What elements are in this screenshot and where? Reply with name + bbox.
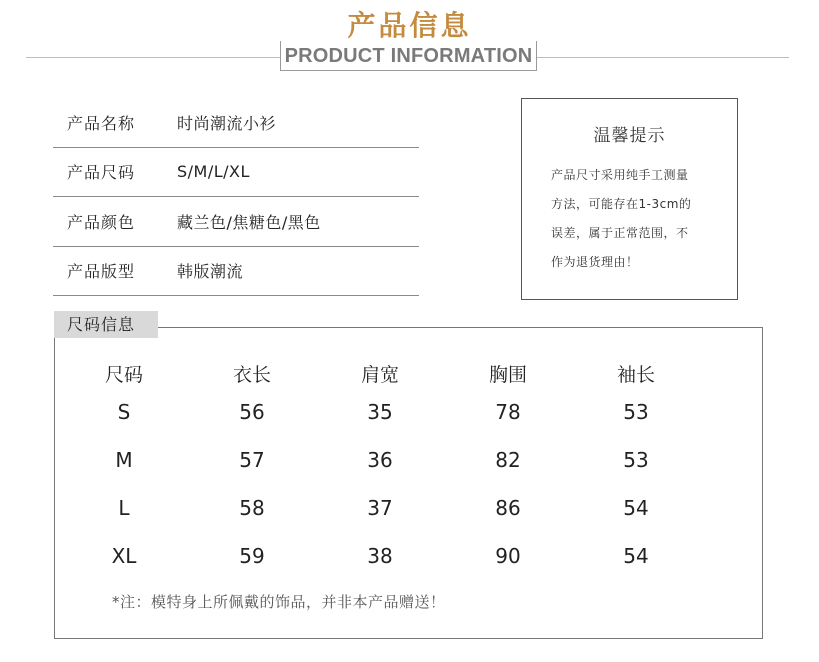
tip-line: 方法，可能存在1-3cm的 <box>551 197 692 211</box>
size-table-header <box>60 358 700 388</box>
tip-line: 产品尺寸采用纯手工测量 <box>551 168 689 182</box>
table-cell: 58 <box>239 496 265 520</box>
info-value: S/M/L/XL <box>177 162 250 182</box>
product-info-table <box>53 98 419 296</box>
table-cell: S <box>117 400 131 424</box>
table-cell: 82 <box>495 448 521 472</box>
table-cell: 86 <box>495 496 521 520</box>
info-row-fit <box>53 247 419 297</box>
table-row <box>60 388 700 436</box>
column-header: 衣长 <box>232 363 271 386</box>
column-header: 肩宽 <box>360 363 399 386</box>
page-title: 产品信息 <box>347 9 472 42</box>
table-cell: 56 <box>239 400 265 424</box>
header-divider-left <box>26 57 280 58</box>
info-row-color <box>53 197 419 247</box>
size-info-tag: 尺码信息 <box>54 311 158 338</box>
table-cell: 53 <box>623 448 649 472</box>
tip-line: 误差，属于正常范围，不 <box>551 226 689 240</box>
tip-line: 作为退货理由！ <box>551 255 639 269</box>
tip-box <box>521 98 738 300</box>
info-label: 产品名称 <box>67 113 136 133</box>
table-cell: 54 <box>623 544 649 568</box>
table-cell: 36 <box>367 448 393 472</box>
table-cell: XL <box>111 544 137 568</box>
table-cell: 38 <box>367 544 393 568</box>
info-row-name <box>53 98 419 148</box>
table-cell: 57 <box>239 448 265 472</box>
info-row-size <box>53 148 419 198</box>
info-value: 时尚潮流小衫 <box>177 113 277 133</box>
tip-title: 温馨提示 <box>593 126 666 146</box>
column-header: 尺码 <box>104 363 143 386</box>
table-cell: L <box>118 496 130 520</box>
table-cell: 90 <box>495 544 521 568</box>
info-label: 产品版型 <box>67 262 136 282</box>
tip-text <box>551 161 721 277</box>
size-table <box>60 358 700 580</box>
table-cell: 37 <box>367 496 393 520</box>
table-row <box>60 532 700 580</box>
table-cell: 54 <box>623 496 649 520</box>
table-cell: 78 <box>495 400 521 424</box>
info-value: 藏兰色/焦糖色/黑色 <box>177 212 321 232</box>
column-header: 胸围 <box>488 363 527 386</box>
table-cell: 35 <box>367 400 393 424</box>
page-subtitle: PRODUCT INFORMATION <box>280 41 537 71</box>
table-cell: 59 <box>239 544 265 568</box>
info-value: 韩版潮流 <box>177 262 244 282</box>
table-row <box>60 484 700 532</box>
disclaimer-note: *注：模特身上所佩戴的饰品，并非本产品赠送！ <box>112 593 446 611</box>
info-label: 产品尺码 <box>67 163 136 183</box>
info-label: 产品颜色 <box>67 212 136 232</box>
table-cell: M <box>115 448 133 472</box>
table-cell: 53 <box>623 400 649 424</box>
table-row <box>60 436 700 484</box>
header-divider-right <box>537 57 789 58</box>
column-header: 袖长 <box>616 363 655 386</box>
